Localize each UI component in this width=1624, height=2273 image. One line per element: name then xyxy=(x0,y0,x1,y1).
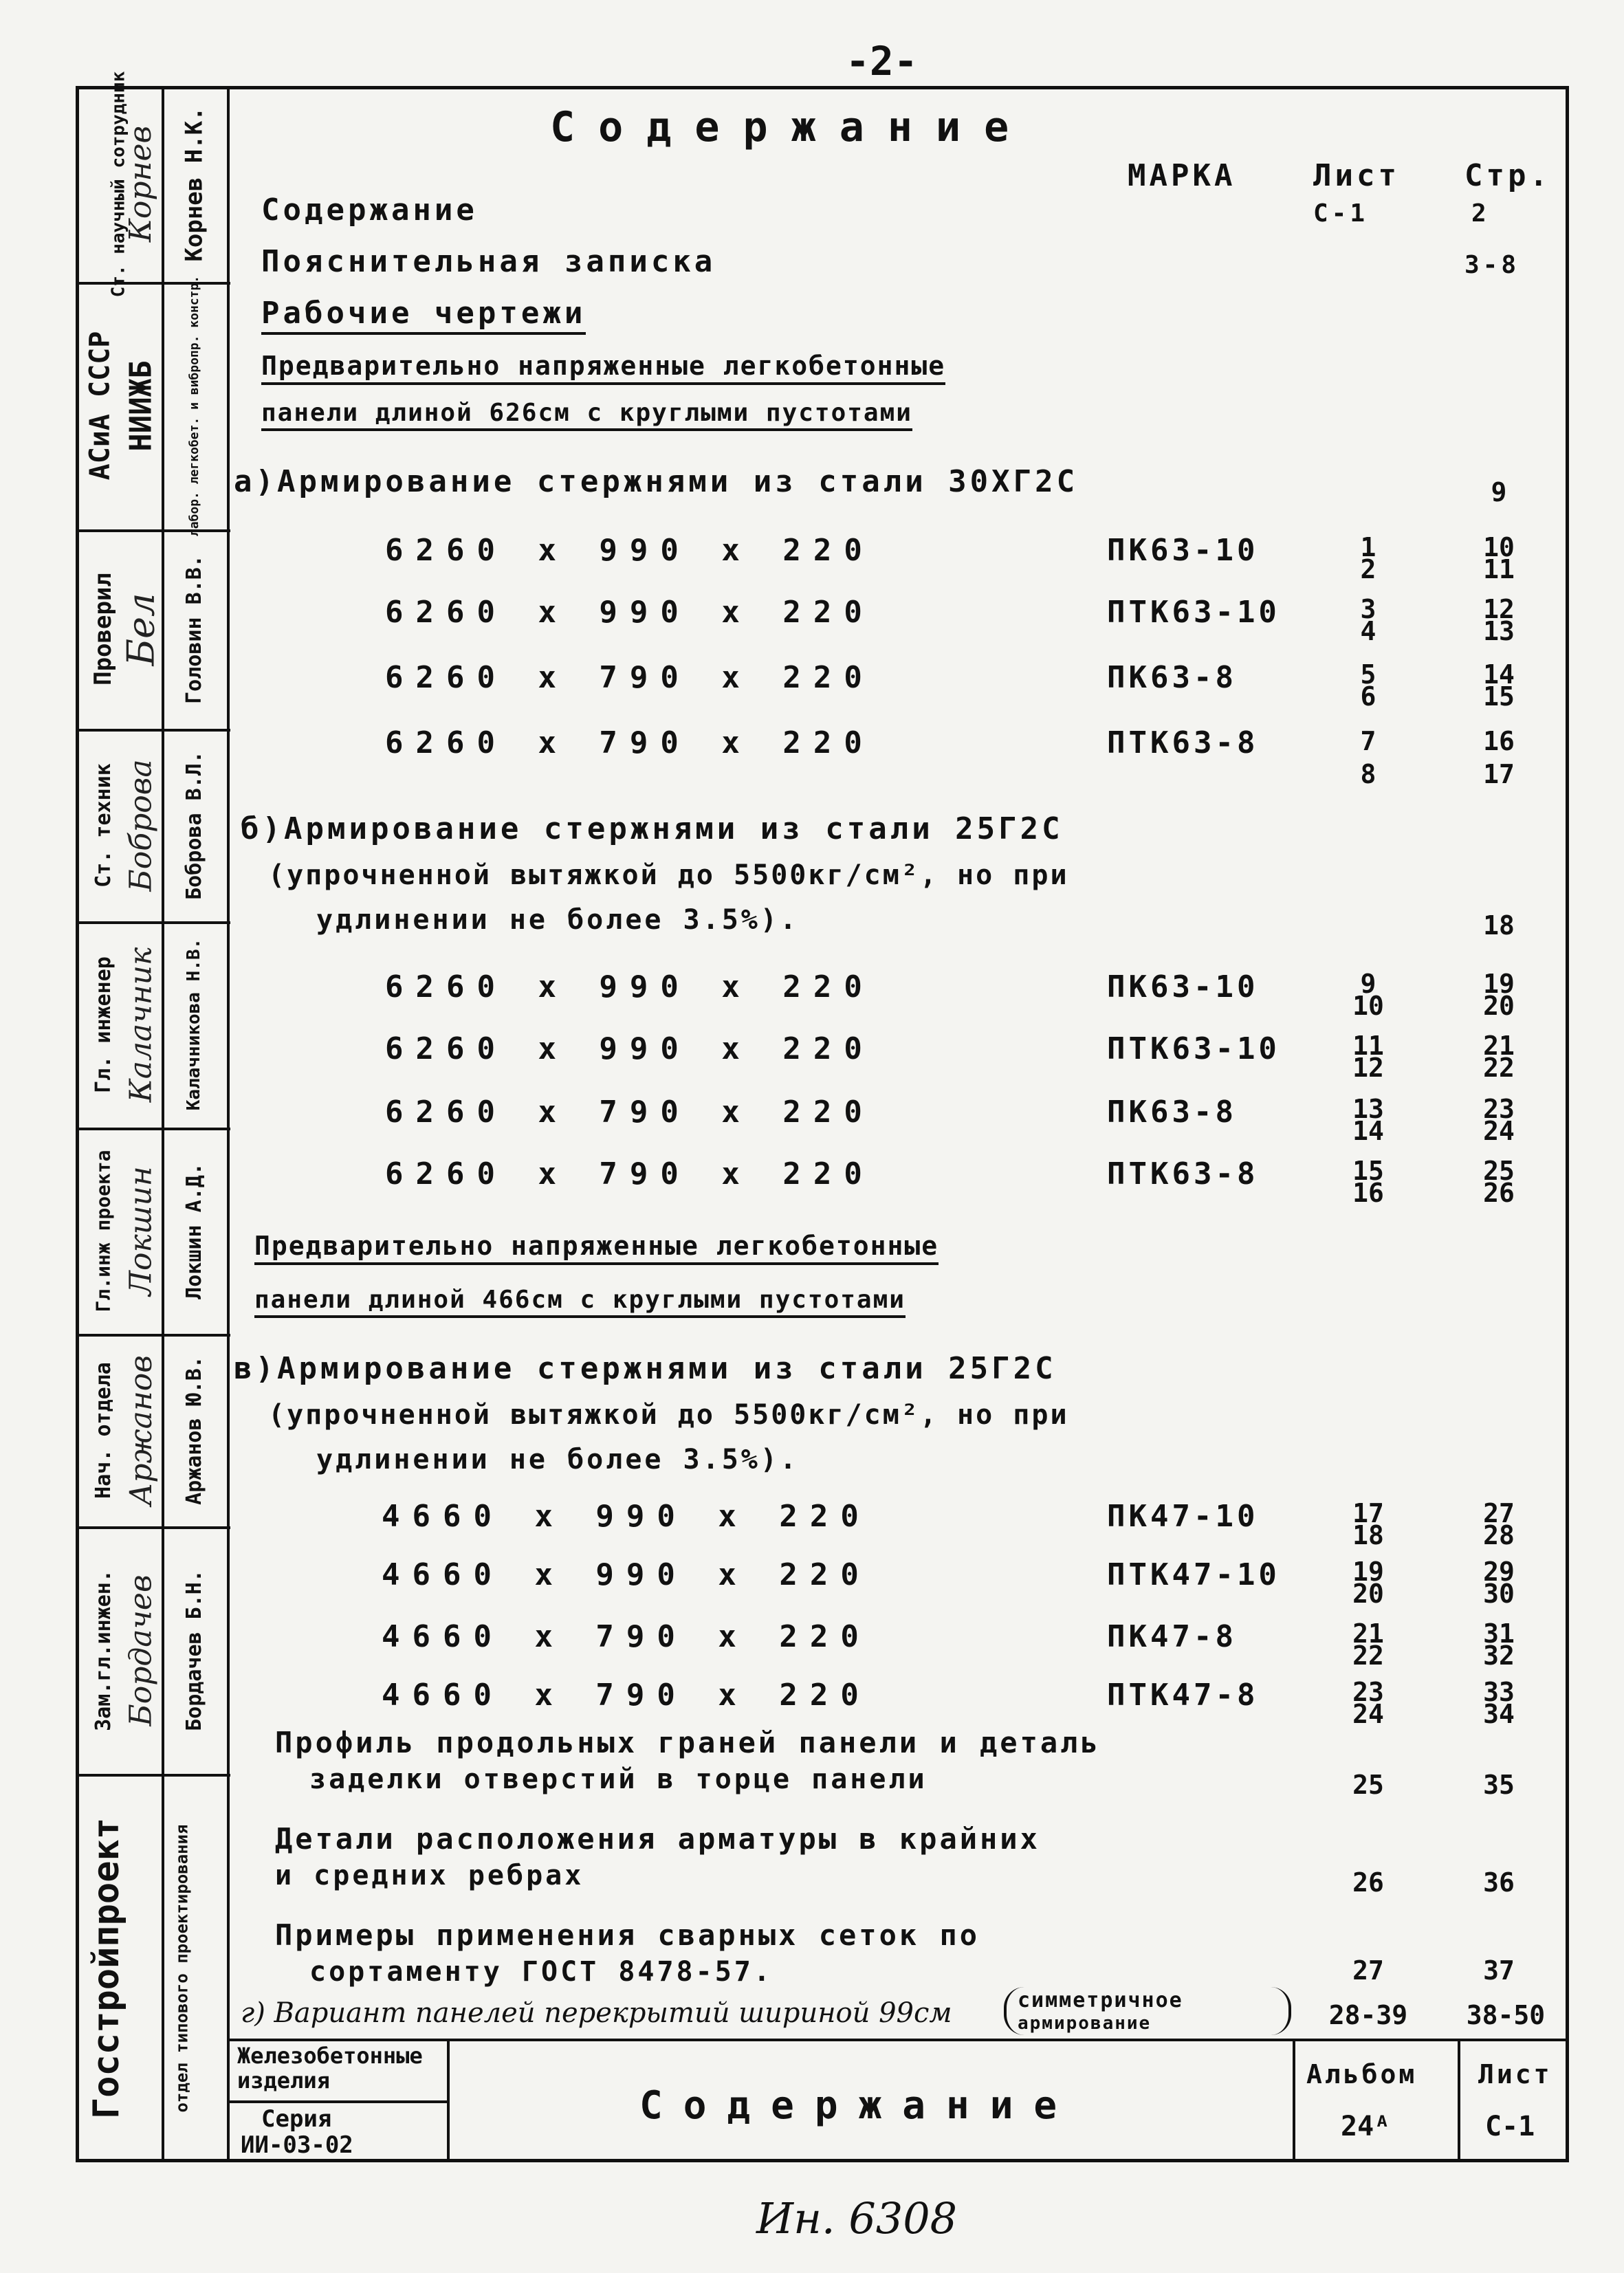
stamp-sig-8: Бордачев xyxy=(123,1574,159,1726)
row-profile-line1: Профиль продольных граней панели и деталь xyxy=(275,1726,1101,1759)
stamp-role-1: Ст. научный сотрудник xyxy=(108,71,129,297)
variant-bracket-shape xyxy=(1004,1987,1291,2035)
row-b4-page1: 25 xyxy=(1483,1156,1515,1186)
row-profile-line2: заделки отверстий в торце панели xyxy=(309,1764,928,1795)
stamp-sig-1: Корнев xyxy=(123,125,159,243)
row-examples-page: 37 xyxy=(1483,1955,1515,1986)
row-b3-sheet1: 13 xyxy=(1352,1094,1384,1124)
stamp-org-2: НИИЖБ xyxy=(123,360,159,452)
row-c4-page2: 34 xyxy=(1483,1699,1515,1729)
stamp-name-7: Аржанов Ю.В. xyxy=(182,1355,206,1505)
stamp-role-4: Ст. техник xyxy=(91,762,116,888)
column-sheet-header: Лист xyxy=(1313,158,1400,193)
row-a1-sheet2: 2 xyxy=(1360,554,1376,584)
row-a3-page1: 14 xyxy=(1483,659,1515,690)
row-b4-sheet2: 16 xyxy=(1352,1178,1384,1208)
row-variant-page: 38-50 xyxy=(1466,2000,1546,2030)
row-a4-mark: ПТК63-8 xyxy=(1107,725,1259,760)
row-a4-page1: 16 xyxy=(1483,726,1515,756)
page-title: Содержание xyxy=(550,103,1033,151)
group-c-heading-1: в)Армирование стержнями из стали 25Г2С xyxy=(234,1351,1057,1386)
row-b2-mark: ПТК63-10 xyxy=(1107,1031,1280,1066)
stamp-name-8: Бордачев Б.Н. xyxy=(182,1569,206,1731)
row-b3-sheet2: 14 xyxy=(1352,1116,1384,1146)
stamp-sig-6: Локшин xyxy=(123,1165,159,1296)
stamp-name-1: Корнев Н.К. xyxy=(180,106,208,262)
row-a1-size: 6260 x 990 x 220 xyxy=(385,533,875,568)
title-block-divider-3 xyxy=(1458,2039,1460,2162)
row-a2-sheet2: 4 xyxy=(1360,616,1376,646)
row-c1-sheet2: 18 xyxy=(1352,1520,1384,1550)
row-c4-size: 4660 x 790 x 220 xyxy=(382,1678,871,1713)
row-a4-sheet2: 8 xyxy=(1360,759,1376,789)
row-c2-page1: 29 xyxy=(1483,1557,1515,1587)
row-c1-page1: 27 xyxy=(1483,1498,1515,1528)
row-examples-sheet: 27 xyxy=(1352,1955,1384,1986)
stamp-org-main: Госстройпроект xyxy=(86,1817,128,2119)
group-b-heading-1: б)Армирование стержнями из стали 25Г2С xyxy=(241,811,1064,846)
row-b3-page2: 24 xyxy=(1483,1116,1515,1146)
column-mark-header: МАРКА xyxy=(1128,158,1236,193)
row-b2-size: 6260 x 990 x 220 xyxy=(385,1031,875,1066)
row-profile-page: 35 xyxy=(1483,1770,1515,1800)
title-block-divider-1 xyxy=(447,2039,450,2162)
row-a2-mark: ПТК63-10 xyxy=(1107,595,1280,630)
row-c4-sheet2: 24 xyxy=(1352,1699,1384,1729)
group-c-heading-3: удлинении не более 3.5%). xyxy=(316,1444,800,1475)
group-b-heading-2: (упрочненной вытяжкой до 5500кг/см², но при xyxy=(268,859,1069,891)
row-b2-sheet1: 11 xyxy=(1352,1031,1384,1061)
row-b1-size: 6260 x 990 x 220 xyxy=(385,969,875,1004)
row-b4-page2: 26 xyxy=(1483,1178,1515,1208)
title-block-series-label: Серия xyxy=(261,2105,332,2133)
stamp-role-2: АСиА СССР xyxy=(84,331,116,481)
row-a1-page2: 11 xyxy=(1483,554,1515,584)
row-c4-page1: 33 xyxy=(1483,1677,1515,1707)
column-page-header: Стр. xyxy=(1464,158,1551,193)
row-a3-size: 6260 x 790 x 220 xyxy=(385,660,875,695)
row-b1-sheet2: 10 xyxy=(1352,991,1384,1021)
inventory-note: Ин. 6308 xyxy=(756,2193,958,2243)
row-a3-sheet2: 6 xyxy=(1360,681,1376,712)
section2-line2: панели длиной 466см с круглыми пустотами xyxy=(254,1286,906,1318)
stamp-sig-7: Аржанов xyxy=(123,1354,159,1506)
stamp-role-5: Гл. инженер xyxy=(91,956,116,1093)
row-a2-page1: 12 xyxy=(1483,594,1515,624)
row-b2-sheet2: 12 xyxy=(1352,1053,1384,1083)
row-b3-mark: ПК63-8 xyxy=(1107,1095,1237,1130)
row-b4-size: 6260 x 790 x 220 xyxy=(385,1156,875,1192)
row-c1-mark: ПК47-10 xyxy=(1107,1499,1259,1534)
stamp-name-6: Локшин А.Д. xyxy=(182,1162,206,1299)
row-contents-sheet: С-1 xyxy=(1313,199,1369,228)
row-a4-size: 6260 x 790 x 220 xyxy=(385,725,875,760)
stamp-name-5: Калачникова Н.В. xyxy=(184,938,205,1111)
group-b-heading-3: удлинении не более 3.5%). xyxy=(316,904,800,936)
row-a4-page2: 17 xyxy=(1483,759,1515,789)
row-b4-sheet1: 15 xyxy=(1352,1156,1384,1186)
title-block-top-line xyxy=(227,2039,1569,2041)
row-details-page: 36 xyxy=(1483,1867,1515,1898)
section1-line1: Предварительно напряженные легкобетонные xyxy=(261,351,945,385)
row-c1-page2: 28 xyxy=(1483,1520,1515,1550)
row-b4-mark: ПТК63-8 xyxy=(1107,1156,1259,1192)
row-b1-mark: ПК63-10 xyxy=(1107,969,1259,1004)
row-profile-sheet: 25 xyxy=(1352,1770,1384,1800)
row-details-sheet: 26 xyxy=(1352,1867,1384,1898)
row-c2-sheet1: 19 xyxy=(1352,1557,1384,1587)
section2-line1: Предварительно напряженные легкобетонные xyxy=(254,1231,939,1265)
row-b3-page1: 23 xyxy=(1483,1094,1515,1124)
row-a3-mark: ПК63-8 xyxy=(1107,660,1237,695)
row-b1-page1: 19 xyxy=(1483,969,1515,999)
row-c4-mark: ПТК47-8 xyxy=(1107,1678,1259,1713)
group-a-page: 9 xyxy=(1491,477,1507,507)
stamp-role-8: Зам.гл.инжен. xyxy=(91,1569,116,1731)
row-contents-page: 2 xyxy=(1471,199,1490,228)
row-variant-bracket1: симметричное xyxy=(1018,1988,1183,2012)
row-c3-size: 4660 x 790 x 220 xyxy=(382,1619,871,1654)
row-variant-label: г) Вариант панелей перекрытий шириной 99см xyxy=(241,1997,952,2029)
stamp-lab-2: лабор. легкобет. и вибропр. констр. xyxy=(187,275,202,536)
page-number: -2- xyxy=(846,38,918,85)
row-b2-page1: 21 xyxy=(1483,1031,1515,1061)
group-a-heading: а)Армирование стержнями из стали 30ХГ2С xyxy=(234,464,1079,499)
group-b-page: 18 xyxy=(1483,910,1515,941)
row-details-line2: и средних ребрах xyxy=(275,1860,584,1891)
stamp-sig-5: Калачник xyxy=(123,947,159,1102)
row-a1-sheet1: 1 xyxy=(1360,532,1376,562)
row-examples-line2: сортаменту ГОСТ 8478-57. xyxy=(309,1956,773,1988)
row-variant-sheet: 28-39 xyxy=(1328,2000,1408,2030)
row-note-page: 3-8 xyxy=(1464,251,1520,279)
row-a2-size: 6260 x 990 x 220 xyxy=(385,595,875,630)
title-block-sheet-label: Лист xyxy=(1478,2059,1552,2089)
title-block-album-label: Альбом xyxy=(1306,2059,1418,2089)
row-b1-page2: 20 xyxy=(1483,991,1515,1021)
row-c2-mark: ПТК47-10 xyxy=(1107,1557,1280,1592)
stamp-role-7: Нач. отдела xyxy=(91,1361,116,1499)
row-c2-size: 4660 x 990 x 220 xyxy=(382,1557,871,1592)
row-contents-label: Содержание xyxy=(261,193,478,228)
row-a4-sheet1: 7 xyxy=(1360,726,1376,756)
row-c3-sheet1: 21 xyxy=(1352,1618,1384,1649)
title-block-series-type: Железобетонные изделия xyxy=(237,2043,423,2094)
stamp-role-6: Гл.инж проекта xyxy=(91,1149,115,1313)
row-c3-page2: 32 xyxy=(1483,1640,1515,1671)
row-variant-bracket2: армирование xyxy=(1018,2013,1152,2034)
title-block-divider-2 xyxy=(1293,2039,1295,2162)
title-block-left-split xyxy=(227,2100,447,2103)
stamp-name-4: Боброва В.Л. xyxy=(182,750,206,900)
stamp-role-3: Проверил xyxy=(89,573,118,685)
row-c1-size: 4660 x 990 x 220 xyxy=(382,1499,871,1534)
row-a1-page1: 10 xyxy=(1483,532,1515,562)
title-block-title: Содержание xyxy=(639,2083,1078,2128)
row-note-label: Пояснительная записка xyxy=(261,244,716,279)
row-c4-sheet1: 23 xyxy=(1352,1677,1384,1707)
section1-line2: панели длиной 626см с круглыми пустотами xyxy=(261,399,912,431)
row-examples-line1: Примеры применения сварных сеток по xyxy=(275,1918,980,1952)
row-c3-page1: 31 xyxy=(1483,1618,1515,1649)
row-c2-page2: 30 xyxy=(1483,1579,1515,1609)
row-a2-sheet1: 3 xyxy=(1360,594,1376,624)
row-a3-sheet1: 5 xyxy=(1360,659,1376,690)
stamp-sig-4: Боброва xyxy=(123,758,159,892)
row-c2-sheet2: 20 xyxy=(1352,1579,1384,1609)
row-c3-sheet2: 22 xyxy=(1352,1640,1384,1671)
stamp-org-sub: отдел типового проектирования xyxy=(173,1823,192,2113)
row-a3-page2: 15 xyxy=(1483,681,1515,712)
stamp-name-3: Головин В.В. xyxy=(182,554,206,704)
title-block-series-value: ИИ-03-02 xyxy=(241,2131,353,2159)
row-c1-sheet1: 17 xyxy=(1352,1498,1384,1528)
row-a2-page2: 13 xyxy=(1483,616,1515,646)
row-b2-page2: 22 xyxy=(1483,1053,1515,1083)
title-block-sheet-value: С-1 xyxy=(1485,2111,1535,2142)
row-a1-mark: ПК63-10 xyxy=(1107,533,1259,568)
row-b1-sheet1: 9 xyxy=(1360,969,1376,999)
group-c-heading-2: (упрочненной вытяжкой до 5500кг/см², но при xyxy=(268,1399,1069,1431)
row-details-line1: Детали расположения арматуры в крайних xyxy=(275,1822,1040,1856)
working-drawings-heading: Рабочие чертежи xyxy=(261,296,586,335)
row-c3-mark: ПК47-8 xyxy=(1107,1619,1237,1654)
row-b3-size: 6260 x 790 x 220 xyxy=(385,1095,875,1130)
title-block-album-value: 24ᴬ xyxy=(1341,2111,1391,2142)
stamp-sig-3: Бел xyxy=(119,592,163,666)
